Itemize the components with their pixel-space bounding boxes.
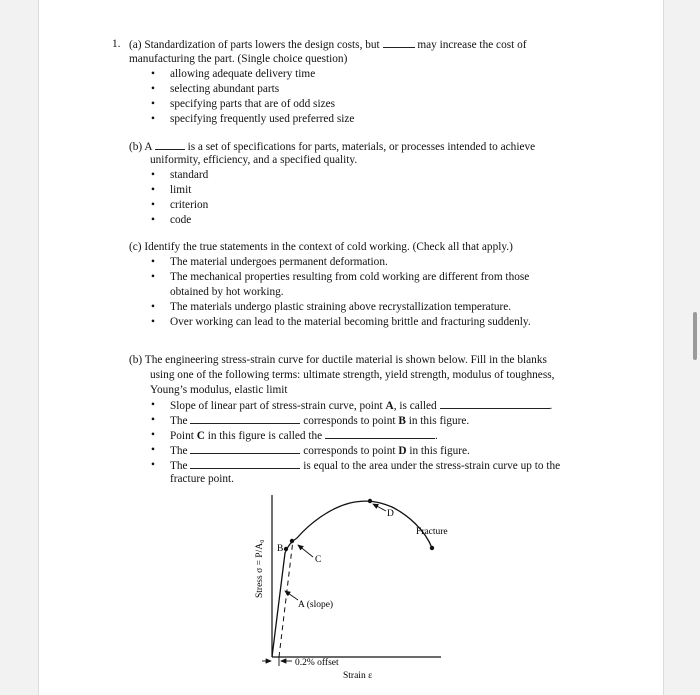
point-c	[290, 539, 294, 543]
label-d: D	[387, 509, 394, 519]
q1b-option-1[interactable]: standard	[170, 169, 209, 181]
bullet: •	[151, 301, 155, 313]
q1a-option-2[interactable]: selecting abundant parts	[170, 83, 280, 95]
q1b-option-2[interactable]: limit	[170, 184, 192, 196]
q1d-fill-4-pre: The	[170, 445, 188, 457]
label-b: B	[277, 544, 284, 554]
x-axis-label: Strain ε	[343, 671, 373, 681]
bullet: •	[151, 199, 155, 211]
q1d-fill-5-post: is equal to the area under the stress-strain curve up to the	[303, 460, 561, 472]
point-a-label: A	[385, 400, 394, 412]
bullet: •	[151, 169, 155, 181]
bullet: •	[151, 271, 155, 283]
bullet: •	[151, 83, 155, 95]
q1a-option-3[interactable]: specifying parts that are of odd sizes	[170, 98, 336, 110]
point-d	[368, 499, 372, 503]
q1c-statement-4[interactable]: Over working can lead to the material becoming brittle and fracturing suddenly.	[170, 316, 531, 328]
point-b	[284, 547, 288, 551]
bullet: •	[151, 256, 155, 268]
bullet: •	[151, 68, 155, 80]
q1c-statement-3[interactable]: The materials undergo plastic straining above recrystallization temperature.	[170, 301, 512, 313]
q1d-fill-4-post2: in this figure.	[409, 445, 470, 457]
bullet: •	[151, 316, 155, 328]
q1d-fill-2-pre: The	[170, 415, 188, 427]
point-d-label: D	[398, 445, 407, 457]
q1a-option-4[interactable]: specifying frequently used preferred size	[170, 113, 355, 125]
q1b-line1-pre: (b) A	[129, 141, 152, 153]
q1d-fill-4-post1: corresponds to point	[303, 445, 396, 457]
stress-strain-curve	[272, 501, 432, 657]
q1d-fill-1-pre: Slope of linear part of stress-strain curve, point	[170, 400, 383, 412]
q1a-line1-pre: (a) Standardization of parts lowers the design costs, but	[129, 39, 380, 51]
q1d-line3: Young’s modulus, elastic limit	[150, 384, 288, 396]
bullet: •	[151, 98, 155, 110]
arrow-d	[373, 504, 386, 511]
point-fracture	[430, 546, 434, 550]
q1d-fill-3-post: in this figure is called the	[207, 430, 323, 442]
bullet: •	[151, 214, 155, 226]
bullet: •	[151, 184, 155, 196]
q1d-line2: using one of the following terms: ultimate strength, yield strength, modulus of toughness,	[150, 369, 555, 381]
bullet: •	[151, 429, 155, 441]
q1d-fill-1-post: , is called	[393, 400, 437, 412]
q1c-statement-2-cont: obtained by hot working.	[170, 286, 284, 298]
q1c-statement-1[interactable]: The material undergoes permanent deformation.	[170, 256, 388, 268]
q1d-fill-5-cont: fracture point.	[170, 473, 234, 485]
bullet: •	[151, 399, 155, 411]
q1c-line1: (c) Identify the true statements in the context of cold working. (Check all that apply.)	[129, 241, 513, 253]
arrow-a	[285, 591, 298, 600]
q1d-line1: (b) The engineering stress-strain curve for ductile material is shown below. Fill in the blanks	[129, 354, 547, 366]
q1d-fill-1-end: .	[549, 400, 553, 412]
q1d-fill-2-post1: corresponds to point	[303, 415, 396, 427]
q1d-fill-3-pre: Point	[170, 430, 194, 442]
q1b-option-4[interactable]: code	[170, 214, 192, 226]
q1a-line1-post: may increase the cost of	[417, 39, 527, 51]
point-b-label: B	[398, 415, 406, 427]
question-number: 1.	[112, 38, 121, 50]
bullet: •	[151, 459, 155, 471]
q1d-fill-2-post2: in this figure.	[408, 415, 470, 427]
q1b-option-3[interactable]: criterion	[170, 199, 209, 211]
q1c-statement-2[interactable]: The mechanical properties resulting from cold working are different from those	[170, 271, 530, 283]
arrow-c	[298, 545, 313, 557]
q1d-fill-3-end: .	[435, 430, 438, 442]
q1a-line2: manufacturing the part. (Single choice question)	[129, 53, 348, 65]
label-offset: 0.2% offset	[295, 658, 339, 668]
label-fracture: Fracture	[416, 527, 448, 537]
label-a: A (slope)	[298, 600, 334, 610]
point-c-label: C	[196, 430, 205, 442]
q1b-line2: uniformity, efficiency, and a specified quality.	[150, 154, 358, 166]
bullet: •	[151, 444, 155, 456]
label-c: C	[315, 555, 322, 565]
bullet: •	[151, 113, 155, 125]
bullet: •	[151, 414, 155, 426]
q1d-fill-5-pre: The	[170, 460, 188, 472]
q1a-option-1[interactable]: allowing adequate delivery time	[170, 68, 316, 80]
y-axis-label: Stress σ = P/A₀	[255, 539, 265, 598]
offset-line	[279, 540, 293, 657]
q1b-line1-post: is a set of specifications for parts, materials, or processes intended to achieve	[187, 141, 536, 153]
